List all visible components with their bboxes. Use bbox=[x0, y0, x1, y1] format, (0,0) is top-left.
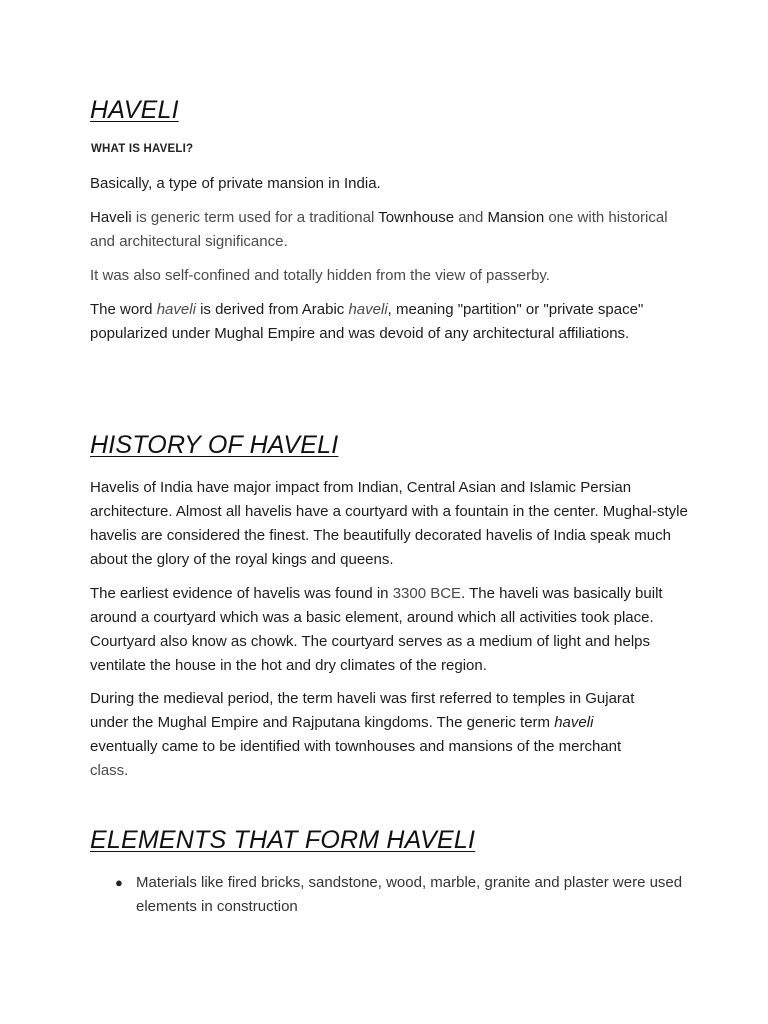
elements-list bbox=[90, 871, 690, 919]
text-segment: During the medieval period, the term haveli was first referred to temples in bbox=[90, 690, 586, 707]
text-segment: one with historical and architectural significance. bbox=[90, 209, 668, 250]
text-segment: The earliest evidence of havelis was found in bbox=[90, 585, 393, 602]
text-segment: . The haveli was basically built around a courtyard which was a basic element, around which all activities took place. Courtyard also know as chowk. The courtyard serves as a medium of light and helps ventilate the house in the hot and dry climates of the region. bbox=[90, 585, 663, 674]
text-segment: kingdoms. The generic term bbox=[360, 714, 555, 731]
elements-heading: ELEMENTS THAT FORM HAVELI bbox=[90, 826, 476, 854]
term-mansion: Mansion bbox=[487, 209, 545, 226]
term-haveli-italic: haveli bbox=[156, 301, 196, 318]
term-townhouse: Townhouse bbox=[378, 209, 455, 226]
term-haveli-italic: haveli bbox=[554, 714, 594, 731]
term-merchant: merchant bbox=[558, 738, 622, 755]
text-segment: The word bbox=[90, 301, 157, 318]
history-paragraph-2 bbox=[90, 582, 690, 678]
text-segment: under the bbox=[90, 714, 158, 731]
text-segment: and bbox=[258, 714, 292, 731]
term-rajputana: Rajputana bbox=[291, 714, 361, 731]
history-paragraph-3 bbox=[90, 687, 650, 783]
intro-paragraph-2 bbox=[90, 206, 690, 254]
term-gujarat: Gujarat bbox=[585, 690, 635, 707]
list-item bbox=[90, 871, 690, 919]
text-segment: , meaning "partition" or "private space" popularized under Mughal Empire and was devoid of any architectural affiliations. bbox=[90, 301, 644, 342]
intro-paragraph-4 bbox=[90, 298, 690, 346]
intro-paragraph-3: It was also self-confined and totally hidden from the view of passerby. bbox=[90, 267, 550, 284]
text-segment: is derived from Arabic bbox=[195, 301, 349, 318]
history-paragraph-1: Havelis of India have major impact from Indian, Central Asian and Islamic Persian architecture. Almost all havelis have a courtyard with a fountain in the center. Mughal-style havelis are considered the finest. The beautifully decorated havelis of India speak much about the glory of the royal kings and queens. bbox=[90, 479, 688, 568]
text-segment: class. bbox=[90, 762, 129, 779]
subtitle: WHAT IS HAVELI? bbox=[91, 143, 194, 155]
term-haveli-italic: haveli bbox=[348, 301, 388, 318]
intro-paragraph-1: Basically, a type of private mansion in India. bbox=[90, 175, 381, 192]
term-mughal-empire: Mughal Empire bbox=[157, 714, 259, 731]
text-segment: is generic term used for a traditional bbox=[131, 209, 379, 226]
term-haveli: Haveli bbox=[90, 209, 132, 226]
text-segment: and bbox=[454, 209, 488, 226]
history-heading: HISTORY OF HAVELI bbox=[90, 431, 339, 459]
date-bce: 3300 BCE bbox=[392, 585, 462, 602]
bullet-icon: ● bbox=[115, 875, 123, 890]
page-title: HAVELI bbox=[90, 96, 179, 124]
text-segment: eventually came to be identified with townhouses and mansions of the bbox=[90, 738, 559, 755]
list-item-text: Materials like fired bricks, sandstone, wood, marble, granite and plaster were used elements in construction bbox=[136, 874, 683, 915]
